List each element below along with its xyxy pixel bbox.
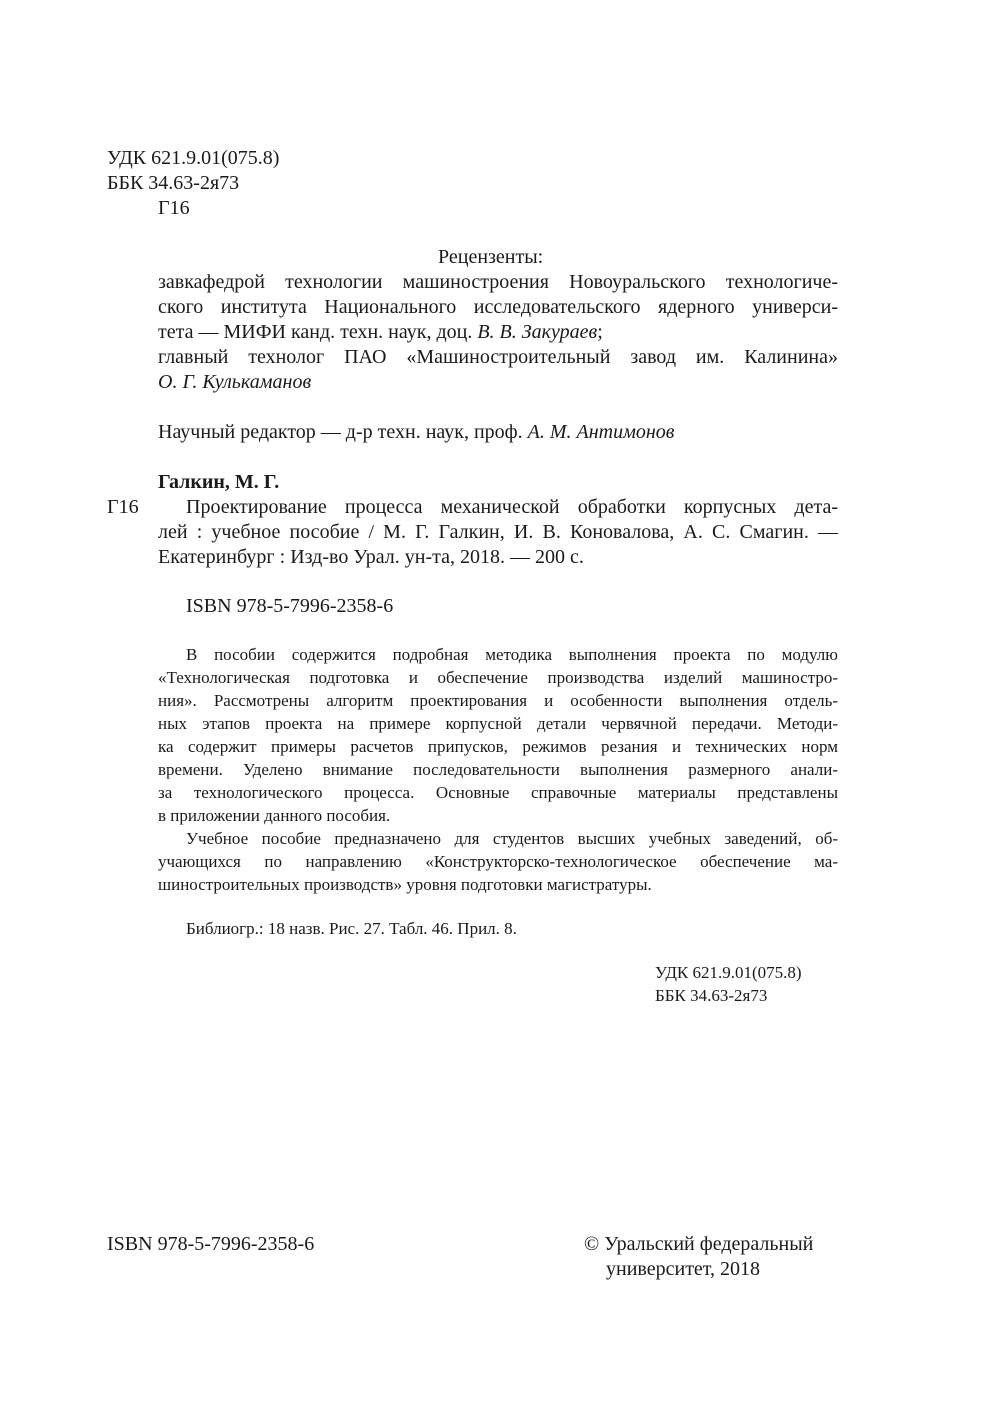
bibliography-note: Библиогр.: 18 назв. Рис. 27. Табл. 46. Прил. 8. (186, 919, 517, 938)
footer-isbn: ISBN 978-5-7996-2358-6 (107, 1233, 315, 1255)
copyright-line-2: университет, 2018 (606, 1258, 761, 1280)
bbk-code: ББК 34.63-2я73 (107, 172, 240, 194)
annotation-p1-line-5: ка содержит примеры расчетов припусков, режимов резания и технических норм (158, 737, 838, 756)
scientific-editor (158, 420, 674, 444)
annotation-p1-line-3: ния». Рассмотрены алгоритм проектирования и особенности выполнения отдель- (158, 691, 838, 710)
reviewer-1-credentials: тета — МИФИ канд. техн. наук, доц. (158, 321, 478, 343)
catalog-author (158, 470, 279, 494)
reviewer-2-name (158, 370, 311, 394)
annotation-p1-line-7: за технологического процесса. Основные справочные материалы представлены (158, 783, 838, 802)
classification-bbk: ББК 34.63-2я73 (655, 986, 768, 1005)
annotation-p2-line-1: Учебное пособие предназначено для студентов высших учебных заведений, об- (186, 829, 838, 848)
catalog-title-line-1: Проектирование процесса механической обработки корпусных дета- (186, 496, 838, 518)
catalog-title-line-2: лей : учебное пособие / М. Г. Галкин, И. В. Коновалова, А. С. Смагин. — (158, 521, 838, 543)
reviewer-line-4: главный технолог ПАО «Машиностроительный завод им. Калинина» (158, 346, 838, 368)
annotation-p2-line-2: учающихся по направлению «Конструкторско-технологическое обеспечение ма- (158, 852, 838, 871)
reviewer-line-2: ского института Национального исследовательского ядерного универси- (158, 296, 838, 318)
annotation-p1-line-6: времени. Уделено внимание последовательности выполнения размерного анали- (158, 760, 838, 779)
annotation-p1-line-2: «Технологическая подготовка и обеспечение производства изделий машиностро- (158, 668, 838, 687)
annotation-p1-line-4: ных этапов проекта на примере корпусной детали червячной передачи. Методи- (158, 714, 838, 733)
catalog-mark: Г16 (107, 496, 139, 518)
catalog-author-name: Галкин, М. Г. (158, 471, 280, 493)
reviewer-line-1: завкафедрой технологии машиностроения Новоуральского технологиче- (158, 271, 838, 293)
udk-code: УДК 621.9.01(075.8) (107, 147, 280, 169)
catalog-isbn: ISBN 978-5-7996-2358-6 (186, 595, 394, 617)
annotation-p2-line-3: шиностроительных производств» уровня подготовки магистратуры. (158, 875, 652, 894)
reviewers-heading: Рецензенты: (438, 246, 544, 268)
copyright-line-1: © Уральский федеральный (584, 1233, 814, 1255)
reviewer-line-3 (158, 320, 603, 344)
reviewer-2-name-text: О. Г. Кулькаманов (158, 371, 312, 393)
catalog-imprint: Екатеринбург : Изд-во Урал. ун-та, 2018. — 200 с. (158, 546, 584, 568)
editor-credentials: Научный редактор — д-р техн. наук, проф. (158, 421, 528, 443)
reviewer-line-3-punct: ; (597, 321, 603, 343)
author-mark: Г16 (158, 197, 190, 219)
annotation-p1-line-1: В пособии содержится подробная методика выполнения проекта по модулю (186, 645, 838, 664)
editor-name: А. М. Антимонов (527, 421, 675, 443)
classification-udk: УДК 621.9.01(075.8) (655, 963, 802, 982)
annotation-p1-line-8: в приложении данного пособия. (158, 806, 391, 825)
reviewer-1-name: В. В. Закураев (477, 321, 598, 343)
